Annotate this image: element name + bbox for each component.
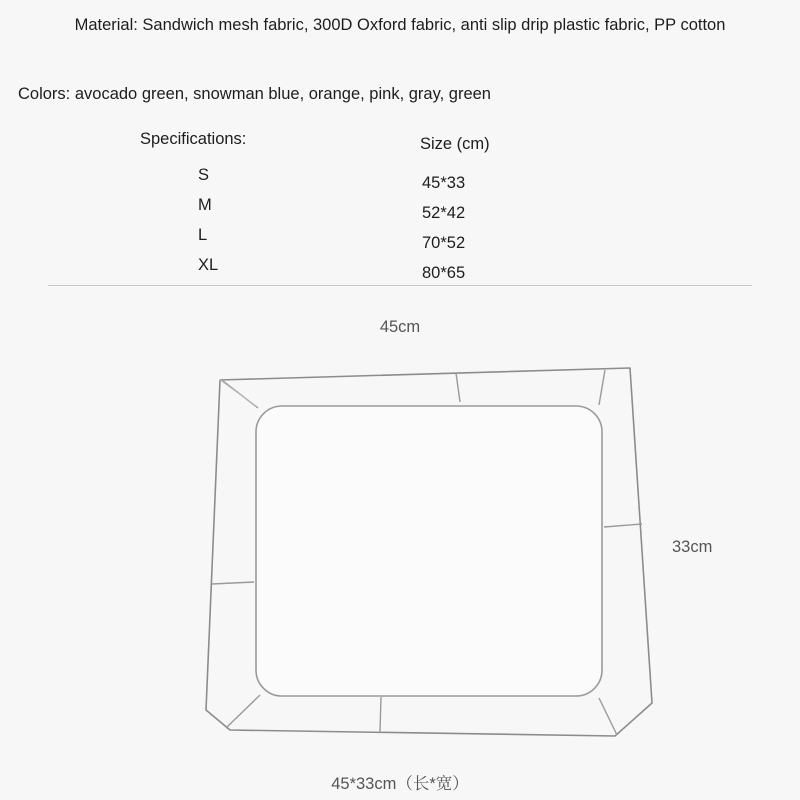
table-row: [140, 218, 560, 252]
material-description: Material: Sandwich mesh fabric, 300D Oxford fabric, anti slip drip plastic fabric, PP cotton: [74, 16, 726, 34]
table-header-row: [140, 130, 560, 158]
colors-description: Colors: avocado green, snowman blue, orange, pink, gray, green: [18, 85, 491, 103]
dimension-label-width: 45cm: [379, 318, 421, 336]
dimension-label-depth: 33cm: [672, 538, 713, 556]
table-row: [140, 188, 560, 222]
pet-bed-illustration: [190, 358, 660, 748]
table-row: [140, 248, 560, 282]
column-header-size: Size (cm): [420, 135, 490, 153]
specifications-table: [140, 130, 560, 282]
section-divider: [48, 285, 752, 286]
size-value: 80*65: [422, 264, 466, 282]
size-name: XL: [198, 256, 219, 274]
column-header-specifications: Specifications:: [140, 130, 247, 148]
table-row: [140, 158, 560, 192]
size-name: S: [198, 166, 210, 184]
size-name: M: [198, 196, 212, 214]
dimension-label-overall: 45*33cm（长*宽）: [331, 775, 469, 793]
bed-inner-cushion: [256, 406, 602, 696]
size-value: 52*42: [422, 204, 466, 222]
size-value: 70*52: [422, 234, 466, 252]
size-name: L: [198, 226, 208, 244]
size-value: 45*33: [422, 174, 466, 192]
